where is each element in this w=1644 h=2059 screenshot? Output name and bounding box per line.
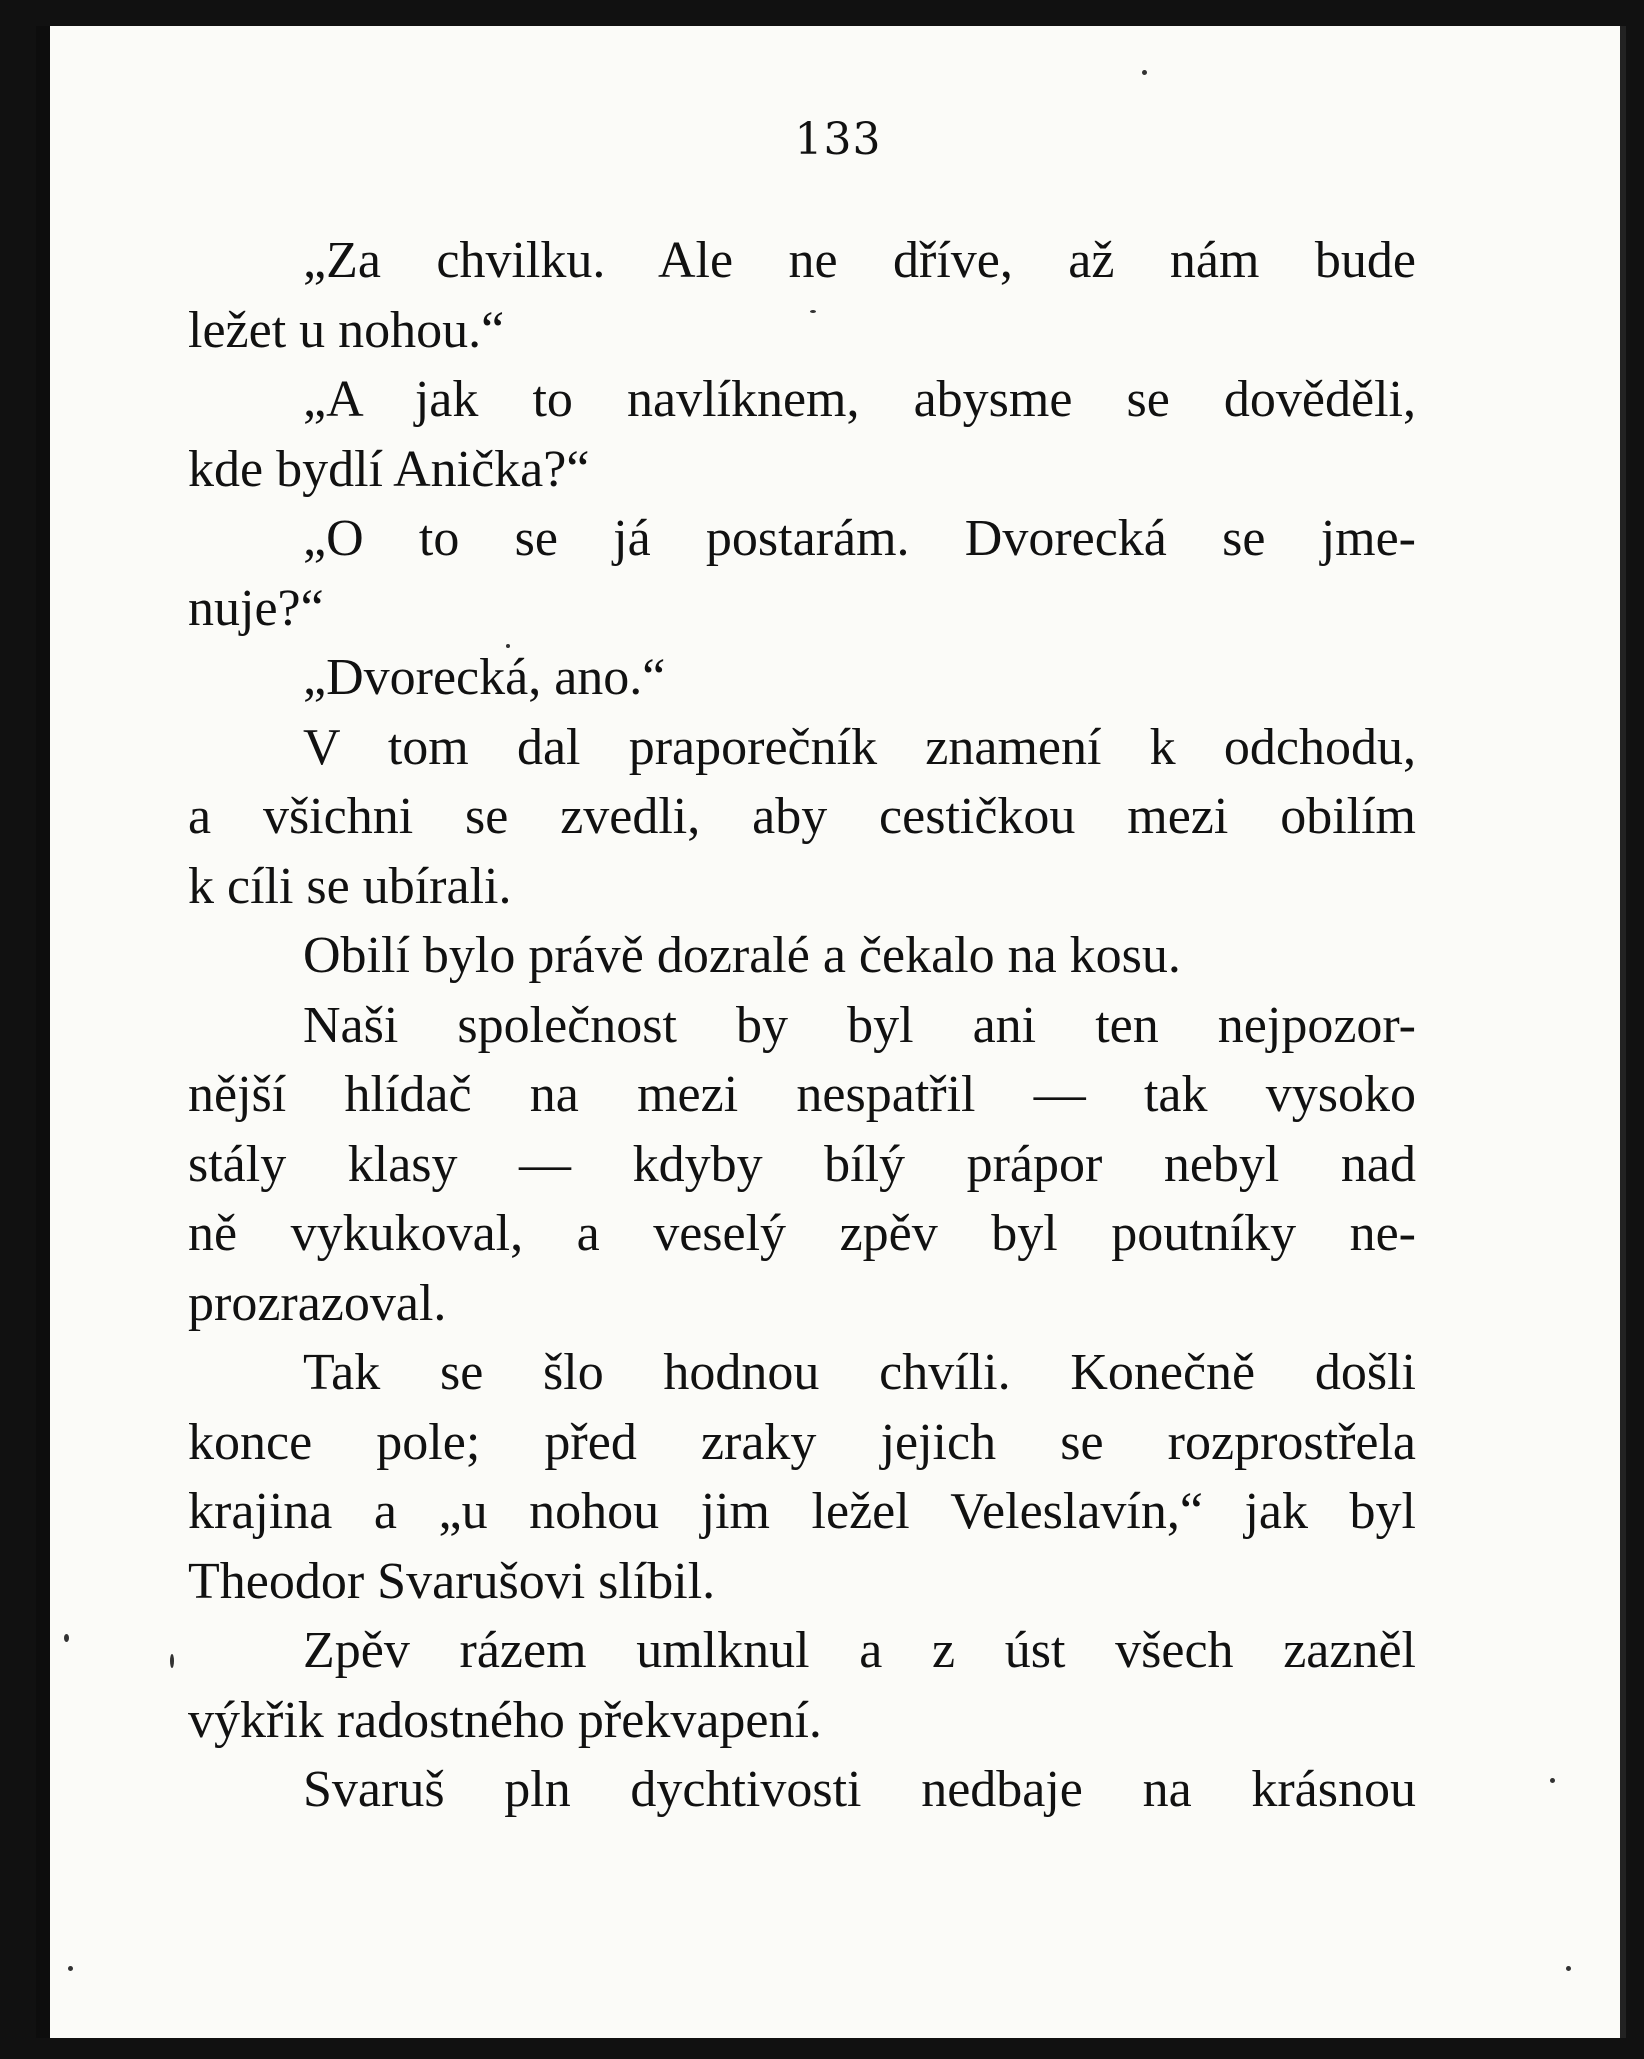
book-page xyxy=(36,26,1626,2038)
page-number: 133 xyxy=(794,114,882,165)
text-line: krajina a „u nohou jim ležel Veleslavín,“ jak byl xyxy=(188,1483,1416,1540)
text-line: stály klasy — kdyby bílý prápor nebyl nad xyxy=(188,1135,1416,1193)
text-line: V tom dal praporečník znamení k odchodu, xyxy=(303,718,1416,776)
scan-speck xyxy=(1142,70,1147,75)
body-text xyxy=(188,226,1416,1825)
text-line: nuje?“ xyxy=(188,579,324,637)
scan-speck xyxy=(1566,1966,1571,1971)
text-line: prozrazoval. xyxy=(188,1274,447,1332)
text-line: a všichni se zvedli, aby cestičkou mezi obilím xyxy=(188,788,1416,845)
scan-speck xyxy=(170,1654,174,1668)
scan-speck xyxy=(64,1634,69,1642)
text-line: konce pole; před zraky jejich se rozprostřela xyxy=(188,1413,1416,1471)
text-line: Theodor Svarušovi slíbil. xyxy=(188,1552,716,1610)
page-edge xyxy=(1620,26,1626,2038)
text-line: ležet u nohou.“ xyxy=(188,301,505,359)
scan-speck xyxy=(810,310,816,313)
text-line: Tak se šlo hodnou chvíli. Konečně došli xyxy=(303,1344,1416,1401)
text-line: nější hlídač na mezi nespatřil — tak vysoko xyxy=(188,1066,1416,1123)
text-line: „Dvorecká, ano.“ xyxy=(303,649,666,706)
text-line: k cíli se ubírali. xyxy=(188,857,512,915)
text-line: výkřik radostného překvapení. xyxy=(188,1691,822,1749)
scan-speck xyxy=(1550,1778,1555,1783)
text-line: kde bydlí Anička?“ xyxy=(188,440,590,498)
text-line: ně vykukoval, a veselý zpěv byl poutníky ne- xyxy=(188,1205,1416,1262)
scan-speck xyxy=(506,644,510,648)
text-line: „Za chvilku. Ale ne dříve, až nám bude xyxy=(303,232,1416,289)
text-line: Naši společnost by byl ani ten nejpozor- xyxy=(303,996,1416,1054)
text-line: Svaruš pln dychtivosti nedbaje na krásnou xyxy=(303,1761,1416,1818)
text-line: „O to se já postarám. Dvorecká se jme- xyxy=(303,510,1416,567)
text-line: Zpěv rázem umlknul a z úst všech zazněl xyxy=(303,1622,1416,1679)
scan-speck xyxy=(68,1966,73,1971)
text-line: „A jak to navlíknem, abysme se dověděli, xyxy=(303,371,1416,428)
text-line: Obilí bylo právě dozralé a čekalo na kosu. xyxy=(303,927,1181,984)
